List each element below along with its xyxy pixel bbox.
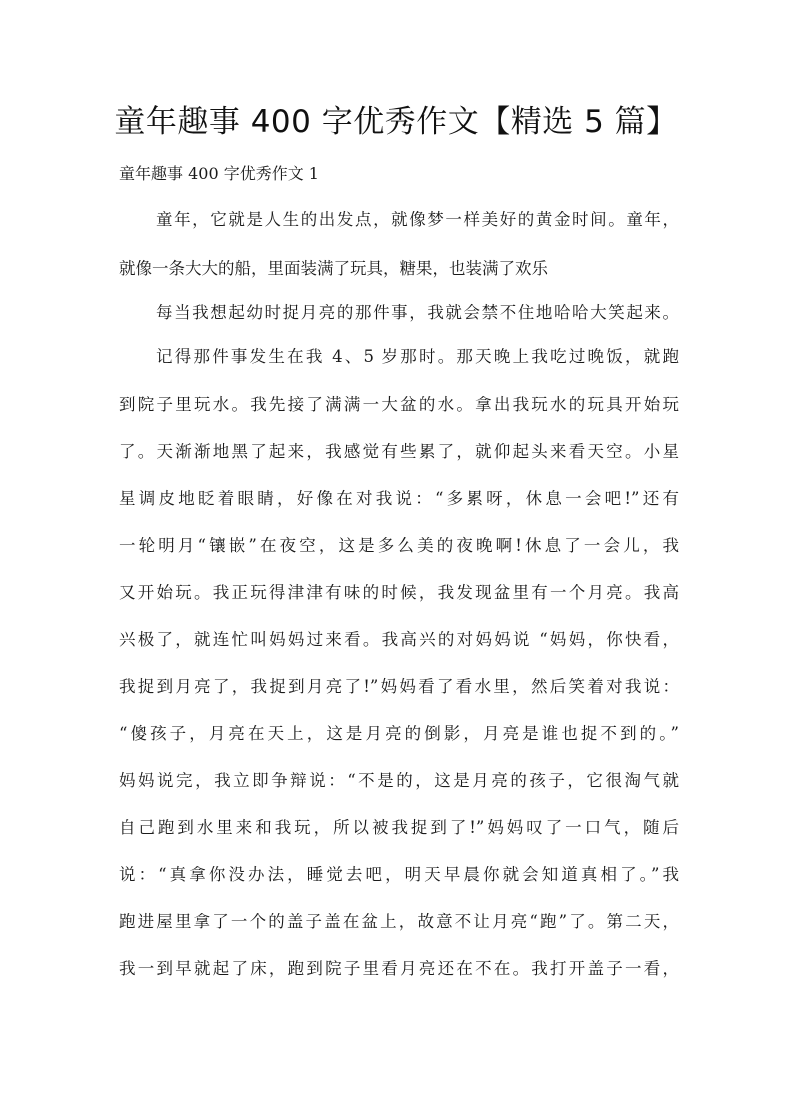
paragraph-line: 又开始玩。我正玩得津津有味的时候，我发现盆里有一个月亮。我高 bbox=[119, 583, 679, 602]
paragraph-line: 每当我想起幼时捉月亮的那件事，我就会禁不住地哈哈大笑起来。 bbox=[156, 303, 679, 322]
paragraph-line: 妈妈说完，我立即争辩说：“不是的，这是月亮的孩子，它很淘气就 bbox=[119, 771, 679, 790]
paragraph-line: 星调皮地眨着眼睛，好像在对我说：“多累呀，休息一会吧!”还有 bbox=[119, 489, 679, 508]
paragraph-line: 就像一条大大的船，里面装满了玩具，糖果，也装满了欢乐 bbox=[119, 259, 548, 278]
paragraph-line: 跑进屋里拿了一个的盖子盖在盆上，故意不让月亮“跑”了。第二天， bbox=[119, 912, 679, 931]
paragraph-line: 说：“真拿你没办法，睡觉去吧，明天早晨你就会知道真相了。”我 bbox=[119, 865, 679, 884]
paragraph-line: 兴极了，就连忙叫妈妈过来看。我高兴的对妈妈说 “妈妈，你快看， bbox=[119, 630, 679, 649]
paragraph-line: 我捉到月亮了，我捉到月亮了!”妈妈看了看水里，然后笑着对我说： bbox=[119, 677, 679, 696]
paragraph-line: 童年，它就是人生的出发点，就像梦一样美好的黄金时间。童年， bbox=[156, 210, 679, 229]
paragraph-line: 到院子里玩水。我先接了满满一大盆的水。拿出我玩水的玩具开始玩 bbox=[119, 395, 679, 414]
section-heading: 童年趣事 400 字优秀作文 1 bbox=[119, 164, 319, 183]
paragraph-line: 自己跑到水里来和我玩，所以被我捉到了!”妈妈叹了一口气，随后 bbox=[119, 818, 679, 837]
paragraph-line: 记得那件事发生在我 4、5 岁那时。那天晚上我吃过晚饭，就跑 bbox=[156, 347, 679, 366]
document-title: 童年趣事 400 字优秀作文【精选 5 篇】 bbox=[114, 104, 678, 140]
paragraph-line: 了。天渐渐地黑了起来，我感觉有些累了，就仰起头来看天空。小星 bbox=[119, 442, 679, 461]
paragraph-line: “傻孩子，月亮在天上，这是月亮的倒影，月亮是谁也捉不到的。” bbox=[119, 724, 679, 743]
paragraph-line: 我一到早就起了床，跑到院子里看月亮还在不在。我打开盖子一看， bbox=[119, 959, 679, 978]
paragraph-line: 一轮明月“镶嵌”在夜空，这是多么美的夜晚啊!休息了一会儿，我 bbox=[119, 536, 679, 555]
